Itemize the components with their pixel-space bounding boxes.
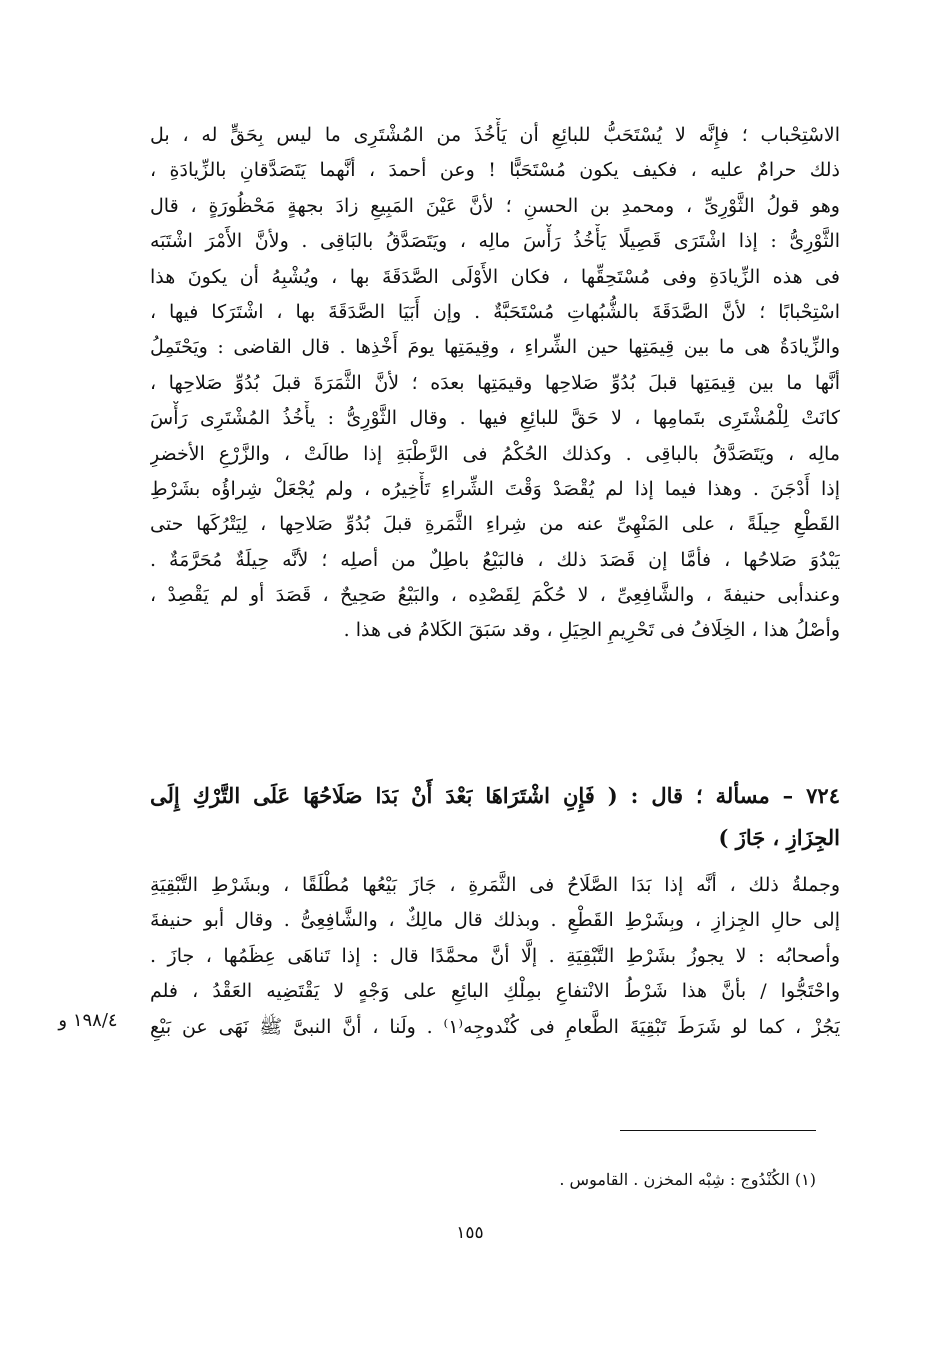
main-text-block: [150, 118, 840, 649]
text-line: الاسْتِحْباب ؛ فإِنَّه لا يُسْتَحَبُّ للبائِعِ أن يَأْخُذَ من المُشْتَرِى ما ليس بِحَقٍّ له ، بل: [150, 124, 840, 146]
text-line: اسْتِحْبابًا ؛ لأنَّ الصَّدَقَةَ بالشُّبُهاتِ مُسْتَحَبَّةٌ . وإن أَبَيَا الصَّدَقَةَ بها ، اشْتَرَكا فيها ،: [150, 300, 840, 323]
text-line: واحْتَجُّوا / بأنَّ هذا شَرْطُ الانْتفاعِ بمِلْكِ البائِعِ على وَجْهٍ لا يَقْتَضِيه العَقْدُ ، فلم: [150, 980, 840, 1003]
text-line: كانَتْ لِلْمُشْتَرِى بتَمامِها ، لا حَقَّ للبائِعِ فيها . وقال الثَّوْرِىُّ : يأْخُذُ المُشْتَرِى رَأْسَ: [150, 407, 840, 430]
text-line: ذلك حرامٌ عليه ، فكيف يكون مُسْتَحَبًّا ! وعن أحمدَ ، أنَّهما يَتَصَدَّقانِ بالزِّيادَةِ ،: [150, 159, 840, 182]
text-line: وأصْلُ هذا ، الخِلَافُ فى تَحْرِيمِ الحِيَلِ ، وقد سَبَقَ الكَلامُ فى هذا .: [343, 619, 840, 642]
text-line: فى هذه الزِّيادَةِ وفى مُسْتَحِقِّها ، فكان الأَوْلَى الصَّدَقَةَ بها ، ويُشْبِهُ أن يكونَ هذا: [150, 265, 840, 288]
text-line: إذا أَدْجَنَ . وهذا فيما إذا لم يُقْصَدْ وَقْتَ الشِّراءِ تَأْخِيرُه ، ولم يُجْعَلْ شِراؤُه بشَرْطِ: [150, 477, 840, 500]
text-line: يَجُزْ ، كما لو شَرَطَ تَبْقِيَةَ الطَّعامِ فى كُنْدوجِه⁽١⁾ . ولَنا ، أنَّ النبىَّ ﷺ نَهَى عن بَيْعِ: [150, 1015, 840, 1038]
text-line: يَبْدُوَ صَلاحُها ، فأمَّا إن قَصَدَ ذلك ، فالبَيْعُ باطِلٌ من أصلِه ؛ لأنَّه حِيلَةٌ مُحَرَّمَةٌ .: [150, 548, 840, 571]
explanation-text-block: [150, 868, 840, 1045]
text-line: وهو قولُ الثَّوْرِىِّ ، ومحمدِ بن الحسنِ ؛ لأنَّ عَيْنَ المَبِيعِ زادَ بجهةٍ مَحْظُورَةٍ ، قال: [150, 194, 840, 217]
text-line: وعندأبى حنيفةَ ، والشَّافِعِىِّ ، لا حُكْمَ لِقَصْدِه ، والبَيْعُ صَحِيحٌ ، قَصَدَ أو لم يَقْصِدْ ،: [150, 584, 840, 607]
page-number: ١٥٥: [456, 1223, 484, 1243]
text-line: وجملةُ ذلك ، أنَّه إذا بَدَا الصَّلَاحُ فى الثَّمَرةِ ، جَازَ بَيْعُها مُطْلَقًا ، وبشَرْطِ التَّبْقِيَةِ: [150, 874, 840, 896]
footnote: (١) الكُنْدُوج : شِبْه المخزن . القاموس .: [559, 1170, 816, 1189]
text-line: إلى حالِ الجِزازِ ، وبِشَرْطِ القَطْعِ . وبذلك قال مالِكٌ ، والشَّافِعِىُّ . وقال أبو حنيفةَ: [150, 909, 840, 932]
text-line: القَطْعِ حِيلَةً ، على المَنْهِىِّ عنه من شِراءِ الثَّمَرةِ قبلَ بُدُوِّ صَلاحِها ، لِيَتْرُكَها حتى: [150, 513, 840, 536]
text-line: أنَّها ما بين قِيمَتِها قبلَ بُدُوِّ صَلاحِها وقيمَتِها بعدَه ؛ لأنَّ الثَّمَرَةَ قبلَ بُدُوِّ صَلاحِها ،: [150, 371, 840, 394]
footnote-divider: [620, 1130, 816, 1131]
heading-line: ٧٢٤ – مسألة ؛ قال : ( فَإِنِ اشْتَرَاهَا بَعْدَ أَنْ بَدَا صَلَاحُهَا عَلَى التَّرْكِ إِلَى: [150, 783, 840, 808]
text-line: وأصحابُه : لا يجوزُ بشَرْطِ التَّبْقِيَةِ . إلَّا أنَّ محمَّدًا قال : إذا تَناهَى عِظَمُها ، جازَ .: [150, 944, 840, 967]
text-line: مالِه ، ويَتَصَدَّقُ بالباقِى . وكذلك الحُكْمُ فى الرَّطْبَةِ إذا طالَتْ ، والزَّرْعِ الأخضرِ: [150, 442, 840, 465]
text-line: والزِّيادَةُ هى ما بين قِيمَتِها حين الشِّراءِ ، وقِيمَتِها يومَ أَخْذِها . قال القاضى : ويَحْتَمِلُ: [150, 336, 840, 359]
text-line: الثَّوْرِىُّ : إذا اشْتَرَى قَصِيلًا يَأْخُذُ رَأْسَ مالِه ، ويَتَصَدَّقُ بالبَاقِى . ولأنَّ الأَمْرَ اشْتَبَه: [150, 230, 840, 253]
issue-heading: [150, 775, 840, 859]
manuscript-folio-reference: ١٩٨/٤ و: [58, 1010, 118, 1031]
heading-line: الجِزَازِ ، جَازَ ): [718, 825, 840, 850]
